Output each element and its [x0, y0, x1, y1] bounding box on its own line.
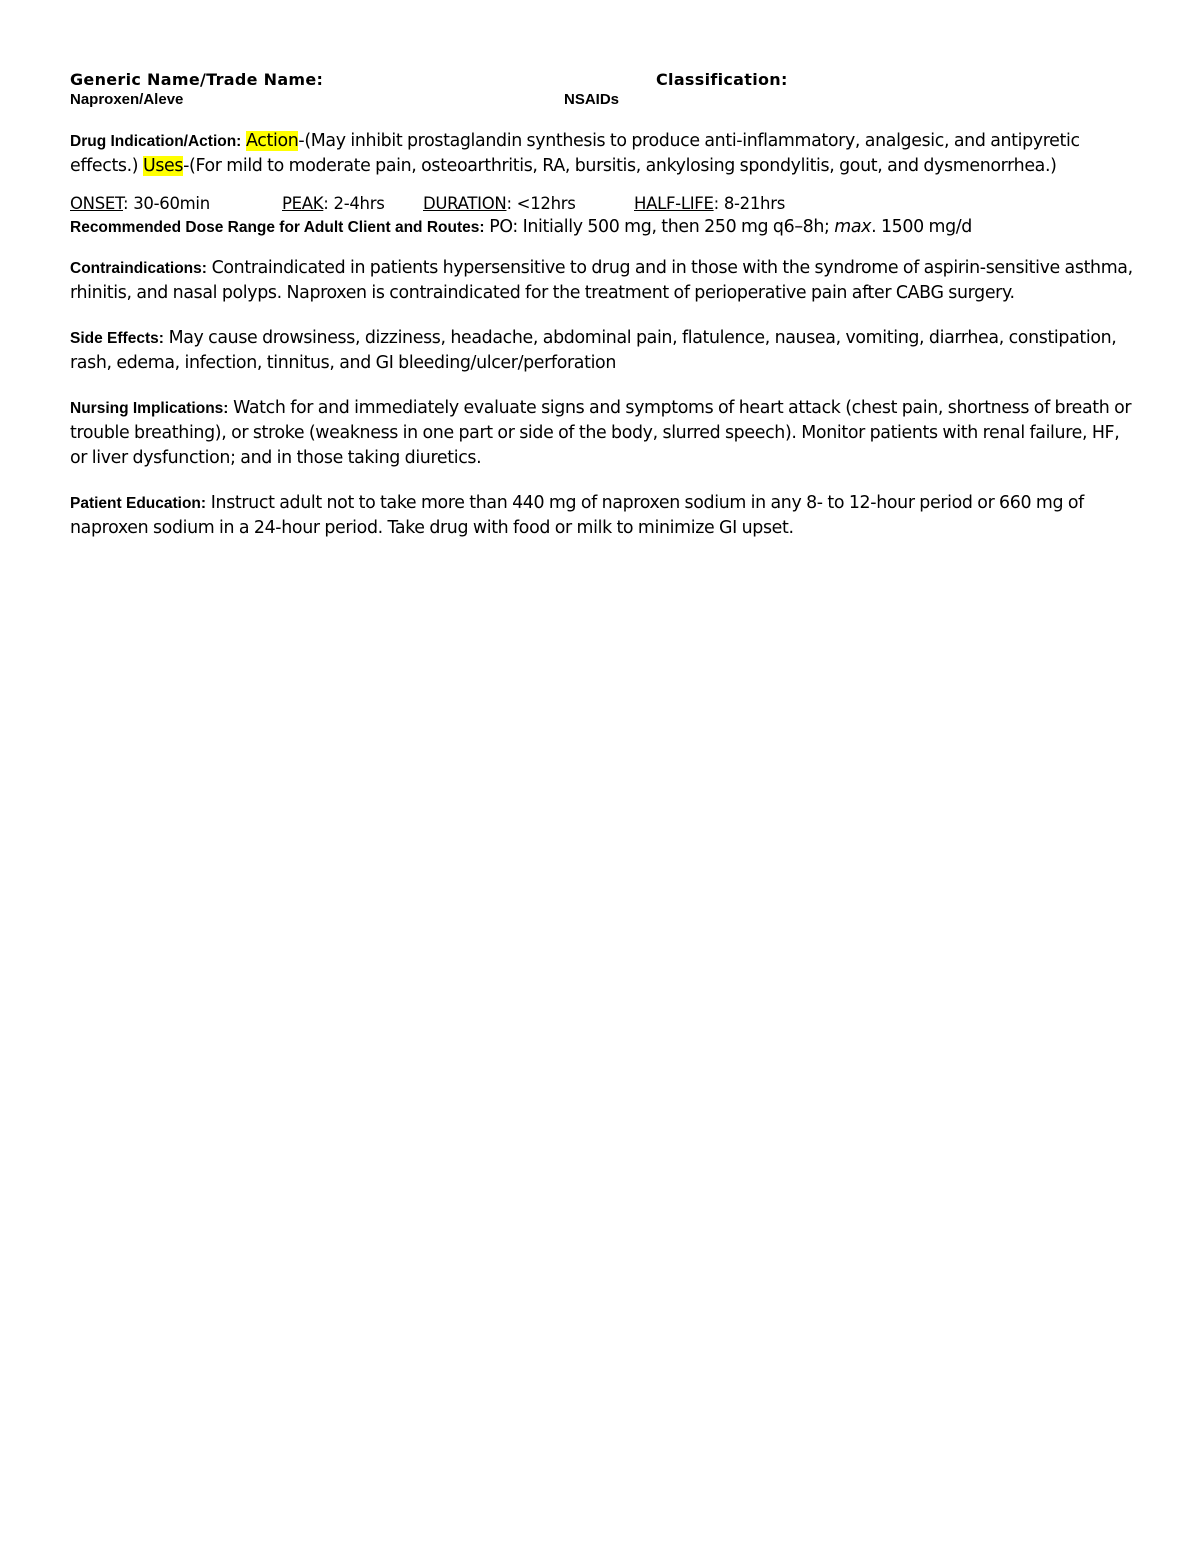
- duration: [423, 192, 576, 215]
- duration-label: DURATION: [423, 194, 507, 213]
- dose-section: [70, 215, 1135, 240]
- drug-card: [70, 70, 1135, 541]
- peak: [282, 192, 385, 215]
- side-effects-section: [70, 326, 1135, 376]
- action-text: -(May inhibit prostaglandin synthesis to produce anti-inflammatory, analgesic, and antipyretic effects.): [70, 131, 1080, 176]
- onset: [70, 192, 210, 215]
- education-section: [70, 491, 1135, 541]
- contraindications-label: Contraindications:: [70, 260, 207, 277]
- uses-text: -(For mild to moderate pain, osteoarthritis, RA, bursitis, ankylosing spondylitis, gout, and dysmenorrhea.): [183, 156, 1057, 176]
- half-life-value: : 8-21hrs: [713, 194, 785, 213]
- contraindications-text: Contraindicated in patients hypersensitive to drug and in those with the syndrome of aspirin-sensitive asthma, rhinitis, and nasal polyps. Naproxen is contraindicated for the treatment of perioperative pain after CABG surgery.: [70, 258, 1133, 303]
- onset-value: : 30-60min: [123, 194, 210, 213]
- dose-text-after: . 1500 mg/d: [871, 217, 972, 237]
- onset-label: ONSET: [70, 194, 123, 213]
- indication-label: Drug Indication/Action:: [70, 133, 242, 150]
- generic-name-label: Generic Name/Trade Name:: [70, 70, 324, 89]
- nursing-text: Watch for and immediately evaluate signs and symptoms of heart attack (chest pain, shortness of breath or trouble breathing), or stroke (weakness in one part or side of the body, slurred speech). Monitor patients with renal failure, HF, or liver dysfunction; and in those taking diuretics.: [70, 398, 1132, 468]
- dose-label: Recommended Dose Range for Adult Client and Routes:: [70, 219, 485, 236]
- indication-section: [70, 129, 1135, 179]
- duration-value: : <12hrs: [506, 194, 576, 213]
- dose-text-before: PO: Initially 500 mg, then 250 mg q6–8h;: [484, 217, 835, 237]
- side-effects-label: Side Effects:: [70, 330, 164, 347]
- classification-label: Classification:: [656, 70, 788, 89]
- side-effects-text: May cause drowsiness, dizziness, headache, abdominal pain, flatulence, nausea, vomiting, diarrhea, constipation, rash, edema, infection, tinnitus, and GI bleeding/ulcer/perforation: [70, 328, 1117, 373]
- generic-name-value: Naproxen/Aleve: [70, 91, 184, 108]
- action-highlight: Action: [246, 131, 299, 151]
- drug-header: [70, 70, 1135, 110]
- nursing-section: [70, 396, 1135, 471]
- peak-label: PEAK: [282, 194, 324, 213]
- contraindications-section: [70, 256, 1135, 306]
- classification-value: NSAIDs: [564, 91, 620, 108]
- peak-value: : 2-4hrs: [323, 194, 385, 213]
- timing-row: [70, 192, 1135, 215]
- half-life: [634, 192, 785, 215]
- education-label: Patient Education:: [70, 495, 207, 512]
- dose-max-word: max: [834, 217, 872, 237]
- education-text: Instruct adult not to take more than 440 mg of naproxen sodium in any 8- to 12-hour period or 660 mg of naproxen sodium in a 24-hour period. Take drug with food or milk to minimize GI upset.: [70, 493, 1084, 538]
- half-life-label: HALF-LIFE: [634, 194, 714, 213]
- nursing-label: Nursing Implications:: [70, 400, 229, 417]
- uses-highlight: Uses: [142, 156, 184, 176]
